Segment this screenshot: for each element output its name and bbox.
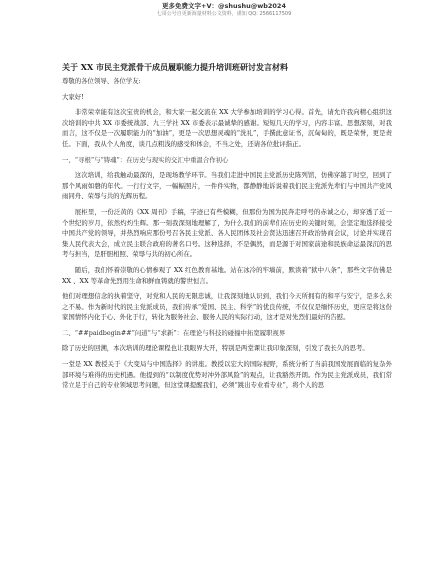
section-heading-1: 一、“寻根”与“铸魂”：在历史与现实的交汇中重温合作初心 xyxy=(62,155,229,164)
paragraph-red-base: 随后，我们怀着崇敬的心情参观了 XX 红色教育基地。站在冰冷的牢墙前，默读着“狱中八条”，那些文字仿佛是 XX 、XX 等革命先烈用生命和鲜血铸就的警世恒言。 xyxy=(62,265,392,285)
header-line-2: 七哥公号自更新海量材料公文资料，谨知 QQ: 2566117509 xyxy=(156,11,292,17)
salutation-greeting: 大家好! xyxy=(62,92,84,101)
paragraph-lecture: 一堂是 XX 教授关于《大变局与中国选择》的讲座。教授以宏大的国际视野，系统分析了当前我国发展面临的复杂外部环境与难得的历史机遇。他提到的“以制度优势对冲外部风险”的观点，让我豁然开朗。作为民主党派成员，我们常常立足于自己的专业领域思考问题，但这堂课提醒我们，必须“跳出专业看专业”，将个人的思 xyxy=(62,360,392,390)
paragraph-theory-intro: 除了历史的回溯，本次培训的理论课程也让我眼界大开，特别是两堂课让我印象深刻，引发了我长久的思考。 xyxy=(62,344,369,353)
header-line-1: 更多免费文字+V：@shushu@wb2024 xyxy=(162,2,286,10)
paragraph-manuscript: 展柜里，一份泛黄的《XX 周刊》手稿，字迹已有些模糊，但那份为国为民奔走呼号的赤诚之心，却穿透了近一个世纪的岁月，依然灼灼生辉。那一刻我深刻地理解了，为什么我们的前辈们在历史的关键时刻，会坚定地选择接受中国共产党的领导，并热烈响应那份号召各民主党派、各人民团体及社会贤达迅速召开政治协商会议，讨论并实现召集人民代表大会，成立民主联合政府的著名口号。这种选择，不是偶然，而是源于对国家前途和民族命运最深沉的思考与担当，是肝胆相照、荣辱与共的初心所在。 xyxy=(62,207,392,259)
salutation-leaders: 尊敬的各位领导、各位学友: xyxy=(62,77,141,85)
paragraph-museum-visit: 这次培训，给我触动最深的，是现场教学环节。当我们走进中国民主党派历史陈列馆，仿佛穿越了时空，回到了那个风雨如磐的年代。一行行文字，一幅幅照片，一件件实物，都静静地诉说着我们民主党派先辈们与中国共产党风雨同舟、荣辱与共的光辉历程。 xyxy=(62,171,392,201)
paragraph-martyrs: 他们对理想信念的执着坚守，对党和人民的无限忠诚，让我深刻地认识到，我们今天所拥有的和平与安宁，是多么来之不易。作为新时代的民主党派成员，我们传承“爱国、民主、科学”的优良传统，不仅仅是缅怀历史，更应是将这份家国情怀内化于心、外化于行，转化为服务社会、服务人民的实际行动，这才是对先烈们最好的告慰。 xyxy=(62,292,392,322)
paragraph-intro: 非常荣幸能有这次宝贵的机会，和大家一起交流在 XX 大学参加培训的学习心得。首先，请允许我向精心组织这次培训的中共 XX 市委统战部、九三学社 XX 市委表示最诚挚的感谢。短短几天的学习，内容丰富、思想深刻，对我而言，这不仅是一次履职能力的“加油”，更是一次思想灵魂的“洗礼”，手撰此意证书，沉甸甸的，既是荣誉，更是责任。下面，我从个人角度，谈几点粗浅的感受和体会，不当之处，还请各位批评指正。 xyxy=(62,108,392,148)
section-heading-2: 二、“##paidbegin##”问道”与“求新”：在理论与科技的碰撞中拓宽履职视界 xyxy=(62,328,286,337)
document-title: 关于 XX 市民主党派骨干成员履职能力提升培训班研讨发言材料 xyxy=(62,62,288,72)
document-body xyxy=(62,62,392,396)
